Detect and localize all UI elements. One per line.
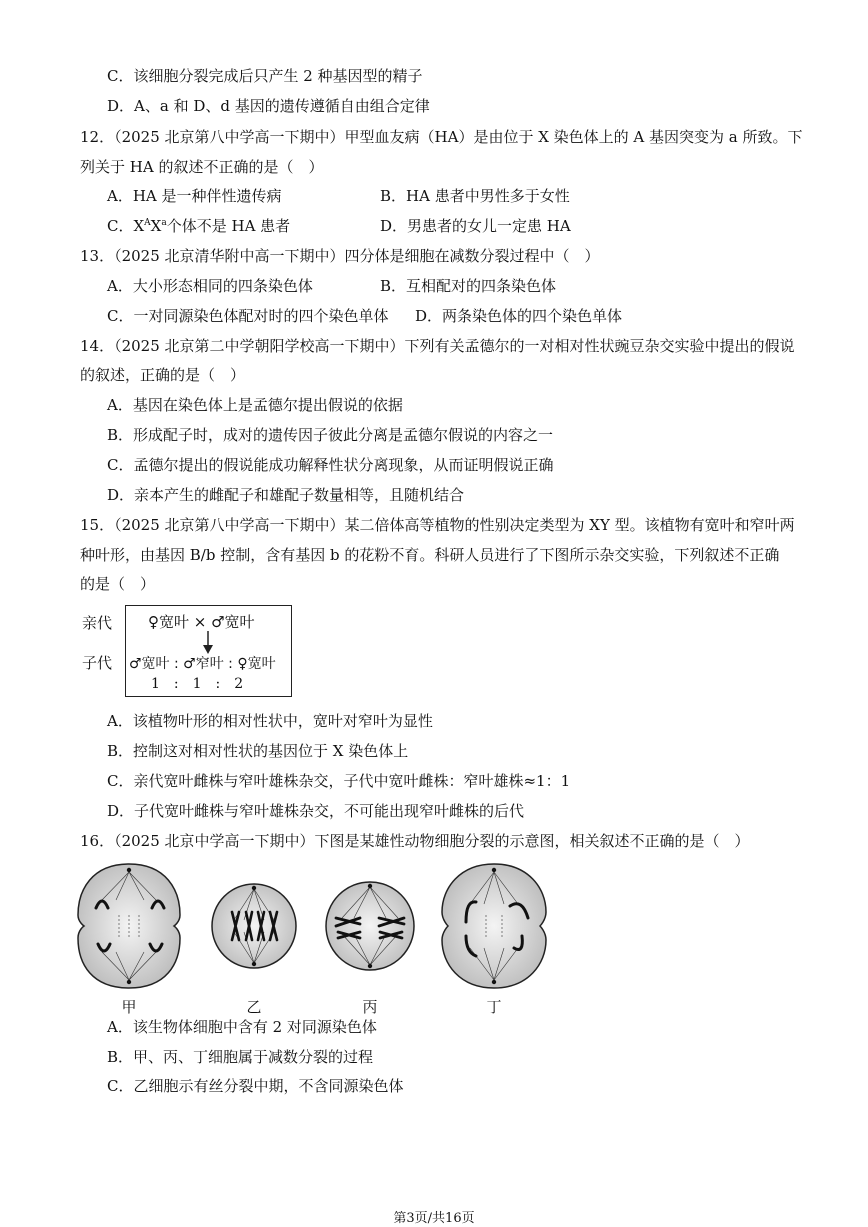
- q14-option-b: B．形成配子时，成对的遗传因子彼此分离是孟德尔假说的内容之一: [107, 426, 554, 444]
- q15-stem-line1: 15．（2025 北京第八中学高一下期中）某二倍体高等植物的性别决定类型为 XY 型。该植物有宽叶和窄叶两: [80, 516, 795, 534]
- cell-division-figures: [74, 860, 554, 992]
- parent-generation-label: 亲代: [82, 614, 113, 632]
- q14-option-c: C．孟德尔提出的假说能成功解释性状分离现象，从而证明假说正确: [107, 456, 554, 474]
- parent-cross: ♀宽叶 × ♂宽叶: [148, 613, 255, 631]
- q13-option-c: C．一对同源染色体配对时的四个染色单体: [107, 307, 389, 325]
- q14-stem-line2: 的叙述，正确的是（ ）: [80, 366, 246, 384]
- q12-option-c-post: 个体不是 HA 患者: [166, 217, 291, 235]
- q12-option-a: A．HA 是一种伴性遗传病: [107, 187, 282, 205]
- cell-ding: [442, 864, 546, 988]
- q15-stem-line2: 种叶形，由基因 B/b 控制，含有基因 b 的花粉不育。科研人员进行了下图所示杂交实验，下列叙述不正确: [80, 546, 780, 564]
- q15-stem-line3: 的是（ ）: [80, 575, 156, 593]
- q12-stem-line2: 列关于 HA 的叙述不正确的是（ ）: [80, 158, 324, 176]
- q14-option-d: D．亲本产生的雌配子和雄配子数量相等，且随机结合: [107, 486, 465, 504]
- cell-label-bing: 丙: [362, 998, 378, 1016]
- q13-option-a: A．大小形态相同的四条染色体: [107, 277, 313, 295]
- q12-option-c-sup2: a: [161, 218, 167, 228]
- cell-jia: [78, 864, 180, 988]
- q12-option-c-pre: C．X: [107, 217, 145, 235]
- cell-label-yi: 乙: [246, 998, 262, 1016]
- q13-option-b: B．互相配对的四条染色体: [380, 277, 557, 295]
- offspring-generation-label: 子代: [82, 654, 113, 672]
- q15-option-a: A．该植物叶形的相对性状中，宽叶对窄叶为显性: [107, 712, 433, 730]
- cross-diagram-box: [125, 605, 292, 697]
- q13-option-d: D．两条染色体的四个染色单体: [415, 307, 623, 325]
- q11-option-c: C．该细胞分裂完成后只产生 2 种基因型的精子: [107, 67, 423, 85]
- page-footer: 第3页/共16页: [393, 1211, 475, 1226]
- cell-yi: [212, 884, 296, 968]
- q14-stem-line1: 14．（2025 北京第二中学朝阳学校高一下期中）下列有关孟德尔的一对相对性状豌豆杂交实验中提出的假说: [80, 337, 795, 355]
- q16-option-c: C．乙细胞示有丝分裂中期，不含同源染色体: [107, 1077, 404, 1095]
- q15-option-c: C．亲代宽叶雌株与窄叶雄株杂交，子代中宽叶雌株：窄叶雄株≈1：1: [107, 772, 571, 790]
- q12-option-c: [107, 216, 290, 236]
- q12-option-c-sup1: A: [144, 218, 151, 228]
- offspring-types: ♂宽叶 : ♂窄叶 : ♀宽叶: [129, 656, 276, 672]
- q13-stem: 13．（2025 北京清华附中高一下期中）四分体是细胞在减数分裂过程中（ ）: [80, 247, 600, 265]
- q16-option-b: B．甲、丙、丁细胞属于减数分裂的过程: [107, 1048, 374, 1066]
- cell-label-ding: 丁: [486, 998, 502, 1016]
- q16-stem: 16．（2025 北京中学高一下期中）下图是某雄性动物细胞分裂的示意图，相关叙述不正确的是（ ）: [80, 832, 750, 850]
- cell-label-jia: 甲: [121, 998, 137, 1016]
- q11-option-d: D．A、a 和 D、d 基因的遗传遵循自由组合定律: [107, 97, 430, 115]
- q12-option-c-mid: X: [150, 217, 162, 235]
- q15-option-b: B．控制这对相对性状的基因位于 X 染色体上: [107, 742, 409, 760]
- q16-option-a: A．该生物体细胞中含有 2 对同源染色体: [107, 1018, 377, 1036]
- q12-option-d: D．男患者的女儿一定患 HA: [380, 217, 571, 235]
- q12-option-b: B．HA 患者中男性多于女性: [380, 187, 570, 205]
- cross-arrow-icon: [202, 631, 214, 655]
- q15-option-d: D．子代宽叶雌株与窄叶雄株杂交，不可能出现窄叶雌株的后代: [107, 802, 525, 820]
- cell-bing: [326, 882, 414, 970]
- q12-stem-line1: 12．（2025 北京第八中学高一下期中）甲型血友病（HA）是由位于 X 染色体上的 A 基因突变为 a 所致。下: [80, 128, 803, 146]
- q14-option-a: A．基因在染色体上是孟德尔提出假说的依据: [107, 396, 403, 414]
- offspring-ratio: 1 : 1 : 2: [151, 676, 244, 692]
